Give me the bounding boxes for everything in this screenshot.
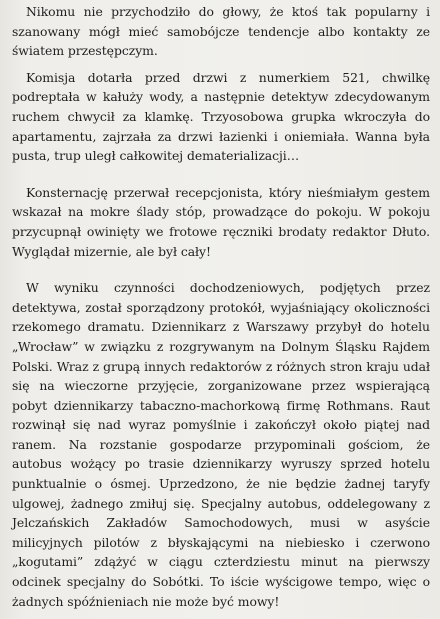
paragraph-4: W wyniku czynności dochodzeniowych, podjętych przez detektywa, został sporządzony protokół, wyjaśniający okoliczności rzekomego dramatu. Dziennikarz z Warszawy przybył do hotelu „Wrocław” w związku z rozgrywanym na Dolnym Śląsku Rajdem Polski. Wraz z grupą innych redaktorów z różnych stron kraju udał się na wieczorne przyjęcie, zorganizowane przez wspierającą pobyt dziennikarzy tabaczno-machorkową firmę Rothmans. Raut rozwinął się nad wyraz pomyślnie i zakończył około piątej nad ranem. Na rozstanie gospodarze przypominali gościom, że autobus wożący po trasie dziennikarzy wyruszy sprzed hotelu punktualnie o ósmej. Uprzedzono, że nie będzie żadnej taryfy ulgowej, żadnego zmiłuj się. Specjalny autobus, oddelegowany z Jelczańskich Zakładów Samochodowych, musi w asyście milicyjnych pilotów z błyskającymi na niebiesko i czerwono „kogutami” zdążyć w ciągu czterdziestu minut na pierwszy odcinek specjalny do Sobótki. To iście wyścigowe tempo, więc o żadnych spóźnieniach nie może być mowy! [12, 280, 430, 609]
body-text [12, 2, 430, 611]
paragraph-1: Nikomu nie przychodziło do głowy, że ktoś tak popularny i szanowany mógł mieć samobójcze tendencje albo kontakty ze światem przestępczym. [12, 4, 430, 59]
paragraph-2: Komisja dotarła przed drzwi z numerkiem 521, chwilkę podreptała w kałuży wody, a następnie detektyw zdecydowanym ruchem chwycił za klamkę. Trzyosobowa grupka wkroczyła do apartamentu, zajrzała za drzwi łazienki i oniemiała. Wanna była pusta, trup uległ całkowitej dematerializacji… [12, 69, 430, 164]
paragraph-3: Konsternację przerwał recepcjonista, który nieśmiałym gestem wskazał na mokre ślady stóp, prowadzące do pokoju. W pokoju przycupnął owinięty we frotowe ręczniki brodaty redaktor Dłuto. Wyglądał mizernie, ale był cały! [12, 184, 430, 259]
